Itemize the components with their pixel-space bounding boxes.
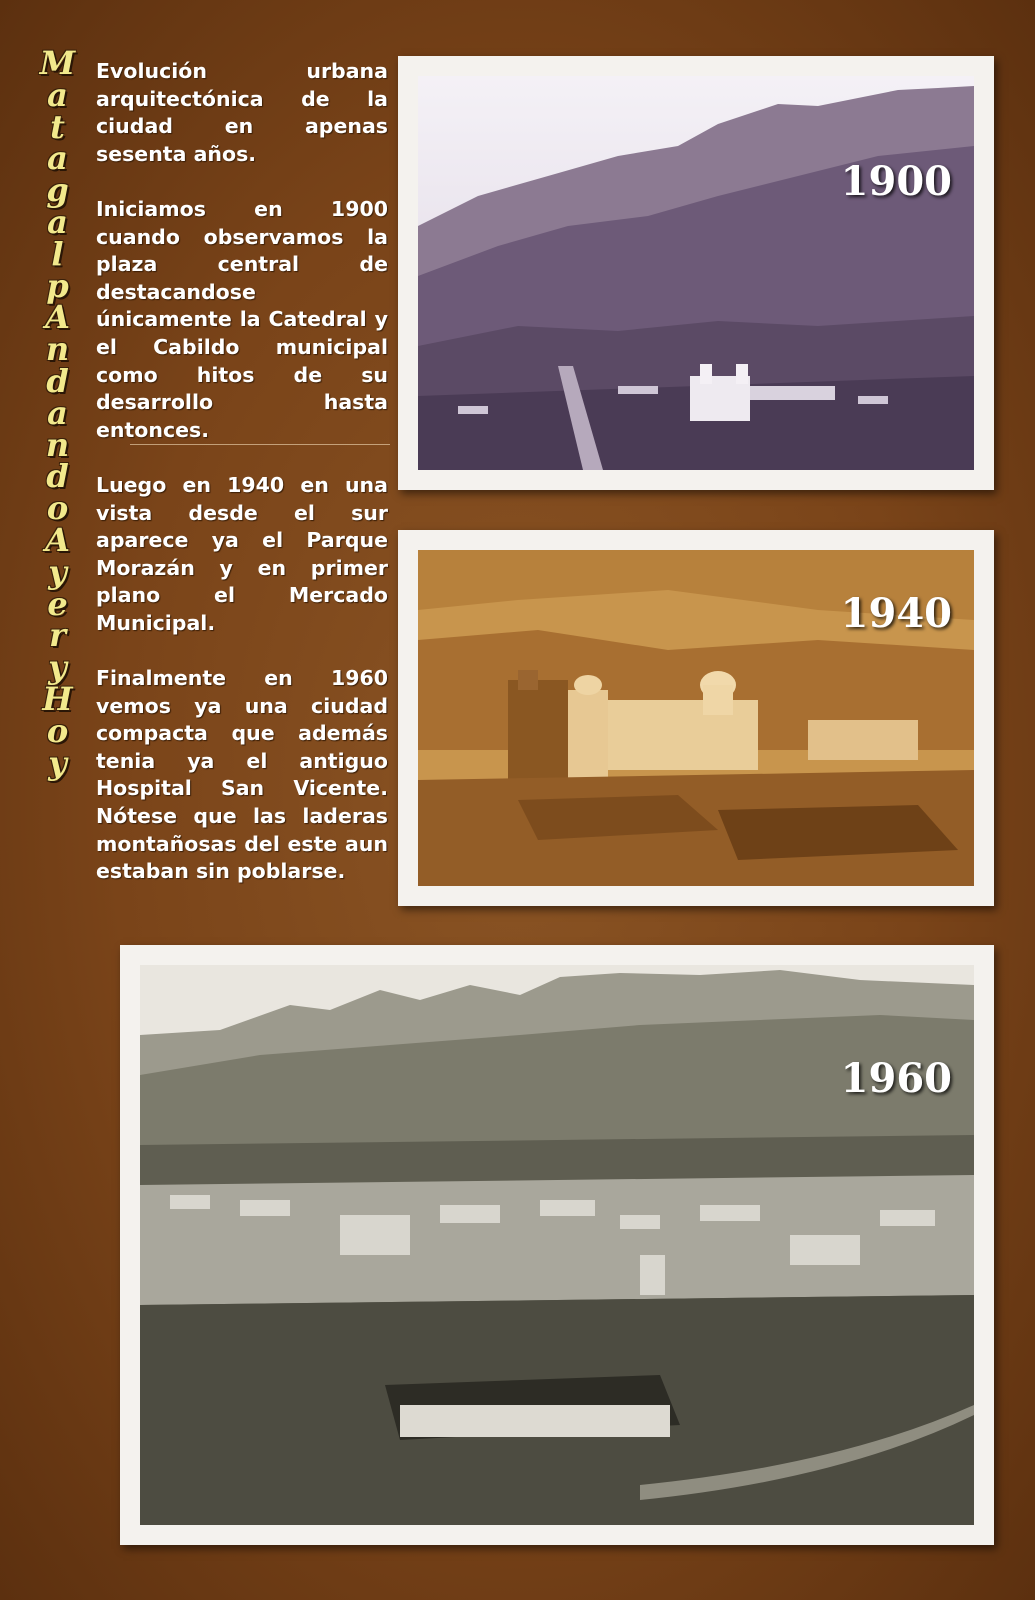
title-letter: t — [50, 107, 65, 146]
year-label-1960: 1960 — [840, 1055, 952, 1102]
title-letter: A — [45, 298, 70, 337]
vertical-title — [30, 44, 85, 782]
paragraph-1960: Finalmente en 1960 vemos ya una ciudad compacta que además tenia ya el antiguo Hospital San Vicente. Nótese que las laderas montañosas del este aun estaban sin poblarse. — [96, 666, 388, 884]
title-letter: g — [46, 171, 69, 210]
title-letter: n — [45, 425, 70, 464]
title-letter: y — [48, 743, 67, 782]
title-letter: d — [46, 457, 69, 496]
title-letter: l — [51, 234, 64, 273]
title-letter: o — [46, 711, 69, 750]
title-letter: a — [47, 393, 68, 432]
photo-1960 — [140, 965, 974, 1525]
title-letter: a — [47, 202, 68, 241]
paragraph-1900: Iniciamos en 1900 cuando observamos la plaza central de destacandose únicamente la Catedral y el Cabildo municipal como hitos de su desarrollo hasta entonces. — [96, 196, 388, 442]
photo-1900 — [418, 76, 974, 470]
title-letter: n — [45, 330, 70, 369]
paragraph-intro: Evolución urbana arquitectónica de la ciudad en apenas sesenta años. — [96, 59, 388, 166]
title-letter: y — [48, 648, 67, 687]
title-letter: M — [39, 44, 76, 82]
title-letter: r — [49, 616, 66, 655]
photo-frame-1940 — [398, 530, 994, 906]
title-letter: o — [46, 489, 69, 528]
year-label-1940: 1940 — [840, 590, 952, 637]
title-letter: A — [45, 520, 70, 559]
landscape-1900-image — [418, 76, 974, 470]
paragraph-1940: Luego en 1940 en una vista desde el sur aparece ya el Parque Morazán y en primer plano el Mercado Municipal. — [96, 472, 388, 635]
title-letter: y — [48, 552, 67, 591]
description-text — [96, 58, 388, 913]
title-letter: d — [46, 361, 69, 400]
landscape-1960-image — [140, 965, 974, 1525]
year-label-1900: 1900 — [840, 158, 952, 205]
title-letter: H — [42, 679, 73, 718]
title-letter: p — [46, 266, 69, 305]
title-letter: a — [47, 75, 68, 114]
photo-frame-1960 — [120, 945, 994, 1545]
photo-frame-1900 — [398, 56, 994, 490]
divider-line — [130, 444, 390, 445]
photo-1940 — [418, 550, 974, 886]
title-letter: e — [47, 584, 68, 623]
title-letter: a — [47, 139, 68, 178]
